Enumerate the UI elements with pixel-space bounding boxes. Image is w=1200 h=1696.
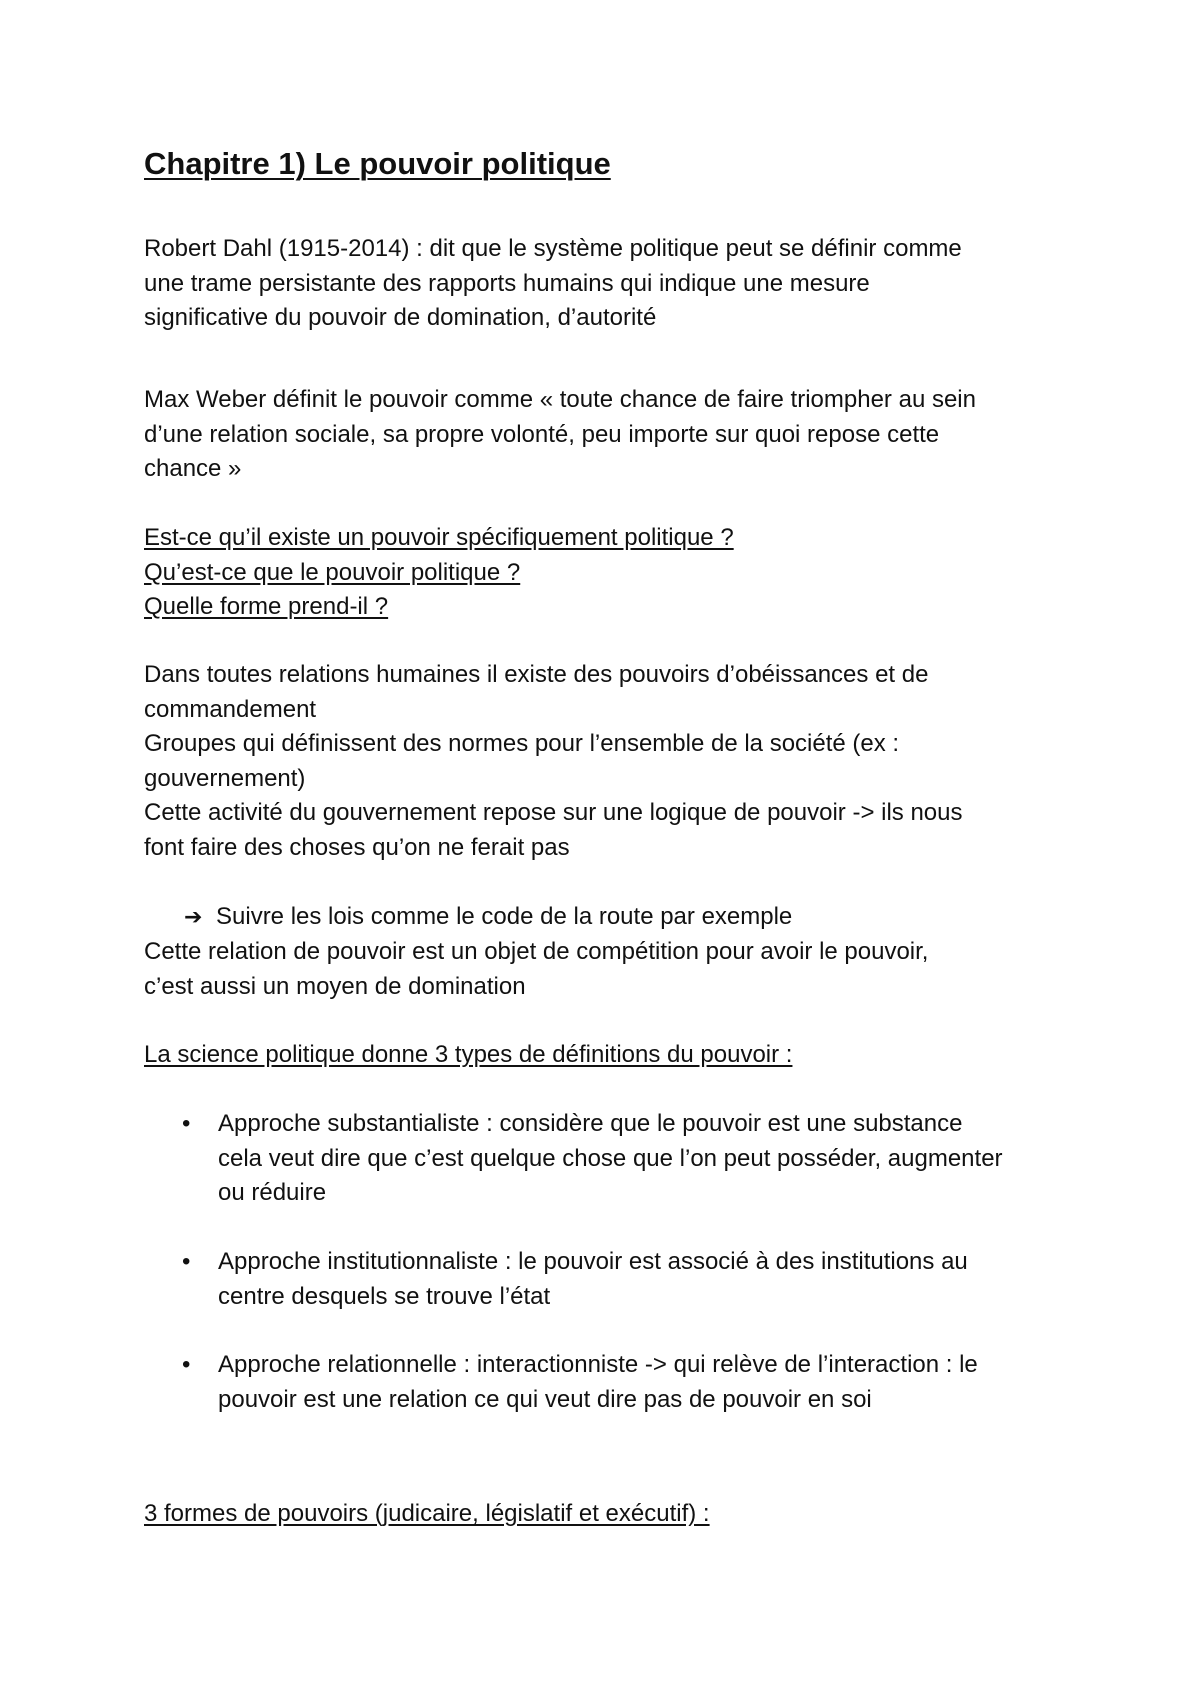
question-line: Quelle forme prend-il ? (144, 593, 389, 620)
relations-line: commandement (144, 695, 317, 723)
approach-institutionalist (218, 1245, 1088, 1314)
weber-line: Max Weber définit le pouvoir comme « toute chance de faire triompher au sein (144, 386, 976, 413)
approach-line: Approche institutionnaliste : le pouvoir est associé à des institutions au (218, 1248, 968, 1275)
arrow-bullet-item (184, 900, 792, 935)
bullet-icon: • (182, 1110, 191, 1137)
dahl-paragraph (144, 232, 1074, 336)
page-title: Chapitre 1) Le pouvoir politique (144, 146, 611, 181)
approach-substantialist (218, 1107, 1088, 1211)
relations-line: font faire des choses qu’on ne ferait pas (144, 833, 570, 861)
weber-paragraph (144, 383, 1074, 487)
approach-line: Approche substantialiste : considère que le pouvoir est une substance (218, 1110, 963, 1137)
approach-line: Approche relationnelle : interactionniste -> qui relève de l’interaction : le (218, 1351, 978, 1378)
weber-line: chance » (144, 455, 242, 482)
relations-line: gouvernement) (144, 764, 306, 792)
bullet-icon: • (182, 1351, 191, 1378)
dahl-line: une trame persistante des rapports humains qui indique une mesure (144, 269, 870, 297)
weber-line: d’une relation sociale, sa propre volonté, peu importe sur quoi repose cette (144, 420, 940, 448)
competition-line: c’est aussi un moyen de domination (144, 972, 526, 1000)
bullet-icon: • (182, 1248, 191, 1275)
question-line: Qu’est-ce que le pouvoir politique ? (144, 558, 521, 586)
competition-line: Cette relation de pouvoir est un objet de compétition pour avoir le pouvoir, (144, 938, 929, 965)
arrow-item-text: Suivre les lois comme le code de la route par exemple (216, 903, 793, 930)
approach-line: cela veut dire que c’est quelque chose que l’on peut posséder, augmenter (218, 1144, 1003, 1172)
approach-line: ou réduire (218, 1179, 327, 1206)
approach-line: pouvoir est une relation ce qui veut dire pas de pouvoir en soi (218, 1385, 872, 1413)
forms-heading-text: 3 formes de pouvoirs (judicaire, législatif et exécutif) : (144, 1500, 710, 1527)
arrow-right-icon: ➔ (184, 904, 203, 929)
approach-line: centre desquels se trouve l’état (218, 1282, 551, 1310)
relations-line: Cette activité du gouvernement repose sur une logique de pouvoir -> ils nous (144, 799, 963, 826)
dahl-line: Robert Dahl (1915-2014) : dit que le système politique peut se définir comme (144, 235, 962, 262)
competition-paragraph (144, 935, 1074, 1004)
question-line: Est-ce qu’il existe un pouvoir spécifiquement politique ? (144, 524, 734, 551)
approach-relational (218, 1348, 1088, 1417)
questions-list (144, 521, 1074, 625)
forms-heading (144, 1497, 1074, 1532)
definitions-heading (144, 1038, 1074, 1073)
relations-line: Dans toutes relations humaines il existe des pouvoirs d’obéissances et de (144, 661, 929, 688)
relations-paragraph (144, 658, 1074, 865)
dahl-line: significative du pouvoir de domination, d’autorité (144, 304, 657, 331)
definitions-heading-text: La science politique donne 3 types de définitions du pouvoir : (144, 1041, 793, 1068)
relations-line: Groupes qui définissent des normes pour l’ensemble de la société (ex : (144, 730, 900, 757)
